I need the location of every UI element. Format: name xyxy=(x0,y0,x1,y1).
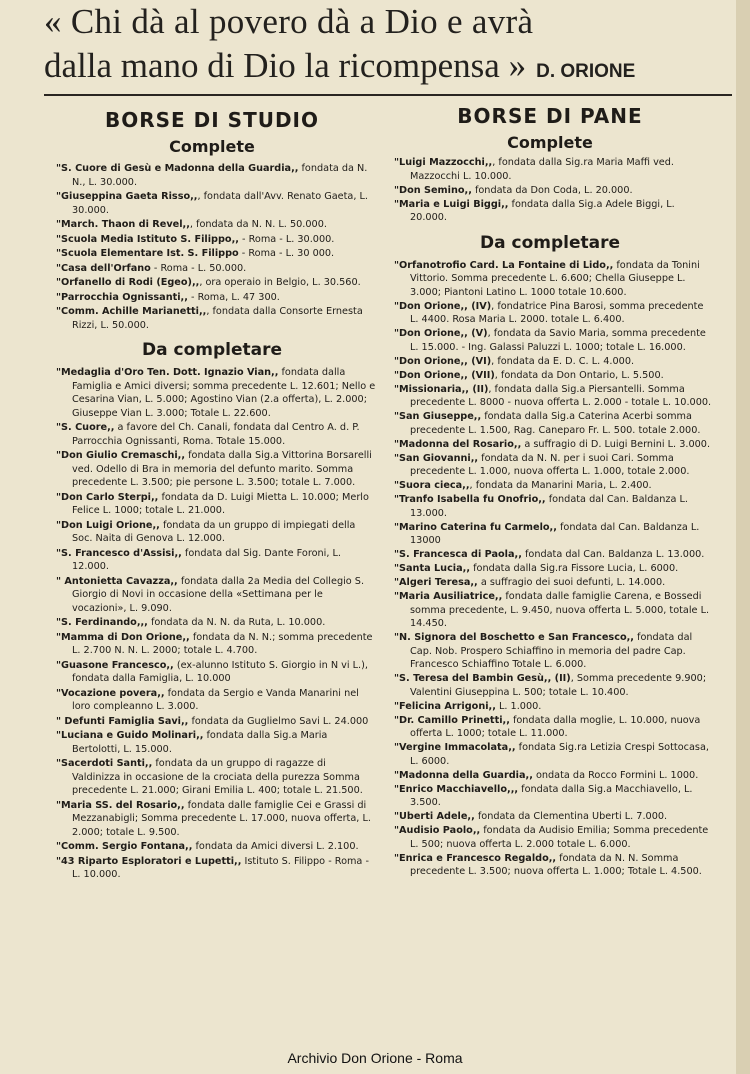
list-item xyxy=(386,479,714,493)
right-complete-list xyxy=(386,156,714,225)
entry-name: "Missionaria,, (II) xyxy=(394,383,489,395)
list-item xyxy=(48,855,376,882)
entry-text: - Roma - L. 50.000. xyxy=(150,262,247,274)
entry-text: , fondata dalla Sig.a Piersantelli. Somma precedente L. 8000 - nuova offerta L. 2.000 - totale L. 10.000. xyxy=(410,383,712,408)
entry-name: "Scuola Elementare Ist. S. Filippo xyxy=(56,248,239,259)
entry-name: "Don Semino,, xyxy=(394,184,472,196)
entry-name: "S. Francesco d'Assisi,, xyxy=(56,547,182,559)
list-item xyxy=(386,810,714,824)
entry-text: Istituto S. Filippo - Roma - L. 10.000. xyxy=(72,855,369,880)
entry-name: "Comm. Achille Marianetti,, xyxy=(56,306,207,317)
entry-name: "Suora cieca,, xyxy=(394,480,470,491)
list-item xyxy=(48,247,376,261)
entry-text: fondata dalla Sig.a Macchiavello, L. 3.500. xyxy=(410,783,693,808)
entry-text: fondata dalla Sig.a Maria Bertolotti, L. 15.000. xyxy=(72,730,328,755)
entry-name: "Maria SS. del Rosario,, xyxy=(56,799,185,811)
entry-name: "Luigi Mazzocchi,, xyxy=(394,157,493,168)
entry-name: "Marino Caterina fu Carmelo,, xyxy=(394,521,557,533)
entry-text: fondata da Clementina Uberti L. 7.000. xyxy=(474,811,668,822)
entry-name: "Sacerdoti Santi,, xyxy=(56,758,153,769)
entry-name: "Felicina Arrigoni,, xyxy=(394,700,496,712)
entry-text: fondata Sig.ra Letizia Crespi Sottocasa, L. 6000. xyxy=(410,742,709,767)
list-item xyxy=(48,491,376,518)
list-item xyxy=(386,548,714,562)
list-item xyxy=(48,162,376,189)
list-item xyxy=(386,576,714,590)
entry-text: , fondata da Don Ontario, L. 5.500. xyxy=(494,369,664,381)
entry-name: "San Giuseppe,, xyxy=(394,411,482,422)
entry-text: fondata da N. N. Somma precedente L. 3.500; nuova offerta L. 1.000; Totale L. 4.500. xyxy=(410,852,702,877)
entry-name: "Madonna della Guardia,, xyxy=(394,769,533,781)
entry-name: "Tranfo Isabella fu Onofrio,, xyxy=(394,494,546,505)
list-item xyxy=(48,421,376,448)
entry-name: "Don Carlo Sterpi,, xyxy=(56,491,159,503)
entry-name: "Scuola Media Istituto S. Filippo,, xyxy=(56,233,239,245)
list-item xyxy=(386,769,714,783)
entry-name: "March. Thaon di Revel,, xyxy=(56,219,190,230)
motto-line-2 xyxy=(44,44,734,94)
list-item xyxy=(48,449,376,490)
entry-name: "San Giovanni,, xyxy=(394,452,479,464)
archive-footer: Archivio Don Orione - Roma xyxy=(287,1050,463,1066)
left-title: BORSE DI STUDIO xyxy=(104,108,319,132)
entry-text: fondata da Audisio Emilia; Somma precedente L. 500; nuova offerta L. 2.000 totale L. 6.000. xyxy=(410,825,709,850)
entry-name: "Santa Lucia,, xyxy=(394,563,471,574)
entry-name: "Comm. Sergio Fontana,, xyxy=(56,841,193,852)
list-item xyxy=(48,659,376,686)
list-item xyxy=(386,327,714,354)
header-divider xyxy=(44,94,732,96)
entry-text: - Roma, L. 47 300. xyxy=(187,291,280,303)
list-item xyxy=(48,799,376,840)
entry-text: , ora operaio in Belgio, L. 30.560. xyxy=(199,277,361,288)
entry-name: " Antonietta Cavazza,, xyxy=(56,575,178,587)
entry-name: "Maria e Luigi Biggi,, xyxy=(394,198,509,210)
entry-text: fondata dal Can. Baldanza L. 13.000. xyxy=(410,494,688,519)
list-item xyxy=(386,562,714,576)
list-item xyxy=(48,305,376,332)
list-item xyxy=(48,262,376,276)
entry-text: (ex-alunno Istituto S. Giorgio in N vi L.), fondata dalla Famiglia, L. 10.000 xyxy=(72,659,368,684)
entry-name: "Don Giulio Cremaschi,, xyxy=(56,450,186,461)
left-complete-list xyxy=(48,162,376,332)
list-item xyxy=(48,616,376,630)
entry-text: fondata da N. N. da Ruta, L. 10.000. xyxy=(147,617,326,628)
entry-name: "43 Riparto Esploratori e Lupetti,, xyxy=(56,855,242,867)
list-item xyxy=(386,783,714,810)
entry-text: , fondata dalla Sig.ra Maria Maffi ved. Mazzocchi L. 10.000. xyxy=(410,157,674,182)
list-item xyxy=(48,840,376,854)
list-item xyxy=(386,590,714,631)
motto-line-1: « Chi dà al povero dà a Dio e avrà xyxy=(44,2,534,41)
left-todo-list xyxy=(48,366,376,882)
entry-text: , fondata da E. D. C. L. 4.000. xyxy=(491,355,635,367)
list-item xyxy=(386,452,714,479)
entry-name: "Vocazione povera,, xyxy=(56,687,165,699)
entry-text: fondata da Amici diversi L. 2.100. xyxy=(192,841,359,852)
entry-name: "S. Francesca di Paola,, xyxy=(394,549,522,560)
page-edge xyxy=(736,0,750,1074)
list-item xyxy=(386,355,714,369)
entry-text: fondata dalla Sig.ra Fissore Lucia, L. 6000. xyxy=(470,563,679,574)
list-item xyxy=(386,493,714,520)
entry-text: - Roma - L. 30.000. xyxy=(238,233,335,245)
entry-name: "Vergine Immacolata,, xyxy=(394,742,516,753)
right-todo-heading: Da completare xyxy=(479,232,620,253)
entry-name: "Don Orione,, (IV) xyxy=(394,300,492,312)
entry-text: fondata dalla Sig.a Caterina Acerbi somma precedente L. 1.500, Rag. Caneparo Fr. L. 500. totale 2.000. xyxy=(410,411,701,436)
entry-name: "Mamma di Don Orione,, xyxy=(56,631,190,643)
entry-name: "S. Cuore di Gesù e Madonna della Guardia,, xyxy=(56,163,299,174)
entry-name: "Don Orione,, (VII) xyxy=(394,369,495,381)
list-item xyxy=(48,276,376,290)
entry-name: "Dr. Camillo Prinetti,, xyxy=(394,714,510,726)
motto-author: D. ORIONE xyxy=(536,61,636,82)
motto-line-2-text: dalla mano di Dio la ricompensa » xyxy=(44,46,527,85)
left-complete-heading: Complete xyxy=(169,137,255,156)
entry-text: fondata da Don Coda, L. 20.000. xyxy=(471,184,633,196)
entry-text: fondata da N. N., L. 30.000. xyxy=(72,163,368,188)
entry-text: fondata dal Cap. Nob. Prospero Schiaffino in memoria del padre Cap. Francesco Schiaffino Totale L. 6.000. xyxy=(410,632,693,670)
motto-header xyxy=(44,0,734,94)
list-item xyxy=(48,631,376,658)
list-item xyxy=(386,300,714,327)
entry-text: , fondatrice Pina Barosi, somma precedente L. 4400. Rosa Maria L. 2000. totale L. 6.400. xyxy=(410,300,704,325)
entry-text: fondata dalla moglie, L. 10.000, nuova offerta L. 1000; totale L. 11.000. xyxy=(410,714,701,739)
entry-name: "Orfanello di Rodi (Egeo),, xyxy=(56,277,200,288)
list-item xyxy=(386,741,714,768)
list-item xyxy=(48,575,376,616)
entry-text: fondata dalla Sig.a Vittorina Borsarelli ved. Odello di Bra in memoria del defunto marito. Somma precedente L. 3.500; pie persone L. 3.500; totale L. 7.000. xyxy=(72,450,372,488)
list-item xyxy=(386,383,714,410)
entry-text: fondata dalle famiglie Carena, e Bossedi somma precedente, L. 9.450, nuova offerta L. 5.000, totale L. 14.450. xyxy=(410,591,710,629)
list-item xyxy=(386,521,714,548)
left-column xyxy=(48,104,376,883)
entry-name: "S. Ferdinando,,, xyxy=(56,617,148,628)
entry-text: fondata da N. N.; somma precedente L. 2.700 N. N. L. 2000; totale L. 4.700. xyxy=(72,631,373,656)
entry-name: "Luciana e Guido Molinari,, xyxy=(56,730,204,741)
entry-name: "Enrica e Francesco Regaldo,, xyxy=(394,852,557,864)
list-item xyxy=(48,233,376,247)
entry-text: fondata dalle famiglie Cei e Grassi di Mezzanabigli; Somma precedente L. 17.000, nuova offerta, L. 2.000; totale L. 9.500. xyxy=(72,799,371,838)
list-item xyxy=(48,519,376,546)
list-item xyxy=(386,438,714,452)
entry-name: "Enrico Macchiavello,,, xyxy=(394,783,519,795)
entry-text: fondata dalla Famiglia e Amici diversi; somma precedente L. 12.601; Nello e Cesarina Vian, L. 5.000; Agostino Vian (2.a offerta), L. 2.000; Giuseppe Vian L. 3.000; Totale L. 22.600. xyxy=(72,367,376,419)
entry-name: " Defunti Famiglia Savi,, xyxy=(56,715,189,727)
list-item xyxy=(386,410,714,437)
right-todo-list xyxy=(386,259,714,879)
right-column xyxy=(386,104,714,879)
entry-name: "Medaglia d'Oro Ten. Dott. Ignazio Vian,, xyxy=(56,367,279,378)
list-item xyxy=(386,259,714,300)
entry-name: "Madonna del Rosario,, xyxy=(394,438,522,450)
list-item xyxy=(386,631,714,672)
list-item xyxy=(386,369,714,383)
list-item xyxy=(48,729,376,756)
entry-name: "S. Cuore,, xyxy=(56,422,115,433)
entry-text: ondata da Rocco Formini L. 1000. xyxy=(532,769,699,781)
entry-text: , Somma precedente 9.900; Valentini Giuseppina L. 500; totale L. 10.400. xyxy=(410,673,707,698)
list-item xyxy=(48,190,376,217)
entry-text: a suffragio di D. Luigi Bernini L. 3.000. xyxy=(521,438,711,450)
entry-text: fondata dal Can. Baldanza L. 13.000. xyxy=(521,549,705,560)
list-item xyxy=(48,218,376,232)
list-item xyxy=(386,714,714,741)
list-item xyxy=(386,852,714,879)
list-item xyxy=(48,291,376,305)
right-title: BORSE DI PANE xyxy=(457,104,643,128)
entry-name: "Uberti Adele,, xyxy=(394,811,475,822)
entry-text: fondata da un gruppo di ragazze di Valdinizza in occasione de la crociata della purezza Somma precedente L. 21.000; Girani Emilia L. 400; totale L. 21.500. xyxy=(72,758,363,796)
list-item xyxy=(386,184,714,198)
entry-text: , fondata da Savio Maria, somma precedente L. 15.000. - Ing. Galassi Paluzzi L. 1000; totale L. 16.000. xyxy=(410,328,706,353)
entry-text: , fondata da N. N. L. 50.000. xyxy=(189,219,327,230)
entry-text: fondata da D. Luigi Mietta L. 10.000; Merlo Felice L. 1000; totale L. 21.000. xyxy=(72,491,369,516)
entry-text: fondata da N. N. per i suoi Cari. Somma precedente L. 1.000, nuova offerta L. 1.000, totale 2.000. xyxy=(410,452,690,477)
list-item xyxy=(48,547,376,574)
entry-name: "Audisio Paolo,, xyxy=(394,825,481,836)
list-item xyxy=(48,757,376,798)
entry-name: "Orfanotrofio Card. La Fontaine di Lido,, xyxy=(394,259,614,271)
entry-name: "Maria Ausiliatrice,, xyxy=(394,591,503,602)
entry-text: fondata da Tonini Vittorio. Somma precedente L. 6.600; Chella Giuseppe L. 3.000; Piantoni Latino L. 1000 totale 10.600. xyxy=(410,259,700,298)
entry-text: fondata da Sergio e Vanda Manarini nel loro compleanno L. 3.000. xyxy=(72,687,359,712)
entry-name: "Don Luigi Orione,, xyxy=(56,519,160,531)
list-item xyxy=(386,700,714,714)
entry-text: fondata da un gruppo di impiegati della Soc. Naita di Genova L. 12.000. xyxy=(72,519,356,544)
entry-name: "N. Signora del Boschetto e San Francesco,, xyxy=(394,632,634,643)
entry-text: fondata dalla Sig.a Adele Biggi, L. 20.000. xyxy=(410,198,675,223)
entry-text: , fondata dall'Avv. Renato Gaeta, L. 30.000. xyxy=(72,191,368,216)
right-complete-heading: Complete xyxy=(507,133,593,152)
entry-name: "Parrocchia Ognissanti,, xyxy=(56,291,188,303)
list-item xyxy=(48,687,376,714)
left-todo-heading: Da completare xyxy=(141,340,282,360)
entry-text: - Roma - L. 30 000. xyxy=(238,248,335,259)
entry-text: a favore del Ch. Canali, fondata dal Centro A. d. P. Parrocchia Ognissanti, Roma. Totale 15.000. xyxy=(72,422,360,447)
entry-text: fondata dal Can. Baldanza L. 13000 xyxy=(410,521,700,546)
entry-text: fondata dal Sig. Dante Foroni, L. 12.000. xyxy=(72,547,341,572)
entry-name: "Giuseppina Gaeta Risso,, xyxy=(56,191,198,202)
entry-name: "Algeri Teresa,, xyxy=(394,577,478,588)
entry-name: "Guasone Francesco,, xyxy=(56,659,174,671)
entry-name: "Casa dell'Orfano xyxy=(56,262,151,274)
list-item xyxy=(386,156,714,183)
entry-text: a suffragio dei suoi defunti, L. 14.000. xyxy=(477,577,666,588)
entry-name: "Don Orione,, (V) xyxy=(394,328,488,339)
entry-text: fondata dalla 2a Media del Collegio S. Giorgio di Novi in occasione della «Settimana per le vocazioni», L. 9.090. xyxy=(72,575,365,614)
entry-text: , fondata dalla Consorte Ernesta Rizzi, L. 50.000. xyxy=(72,306,363,331)
entry-name: "Don Orione,, (VI) xyxy=(394,355,492,367)
entry-name: "S. Teresa del Bambin Gesù,, (II) xyxy=(394,673,571,684)
entry-text: fondata da Guglielmo Savi L. 24.000 xyxy=(188,715,369,727)
list-item xyxy=(386,198,714,225)
list-item xyxy=(48,366,376,420)
list-item xyxy=(386,672,714,699)
entry-text: , fondata da Manarini Maria, L. 2.400. xyxy=(469,480,652,491)
list-item xyxy=(48,715,376,729)
list-item xyxy=(386,824,714,851)
entry-text: L. 1.000. xyxy=(495,700,542,712)
